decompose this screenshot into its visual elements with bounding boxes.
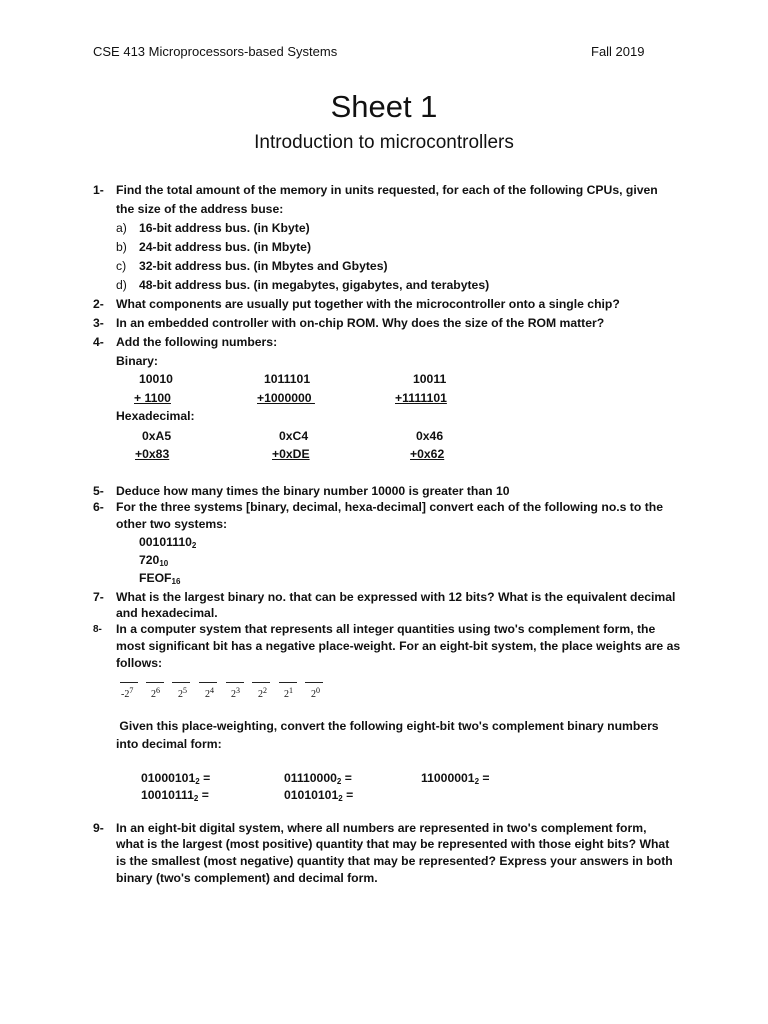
- q7-line-1: What is the largest binary no. that can be expressed with 12 bits? What is the equivalent decimal: [116, 590, 676, 604]
- hex-a-2: 0xC4: [279, 429, 309, 443]
- binary-label: Binary:: [116, 354, 158, 368]
- q6-value-binary: $00101110_2$: [139, 535, 197, 550]
- course-title: CSE 413 Microprocessors-based Systems: [93, 44, 338, 59]
- q3-text: In an embedded controller with on-chip ROM. Why does the size of the ROM matter?: [116, 316, 605, 330]
- q1-item-c: 32-bit address bus. (in Mbytes and Gbytes): [139, 259, 388, 273]
- binary-a-3: 10011: [413, 372, 447, 386]
- q1-item-c-label: c): [116, 259, 127, 273]
- binary-a-2: 1011101: [264, 372, 311, 386]
- q1-item-d-label: d): [116, 278, 127, 292]
- q8-number-3: $11000001_2$ =: [421, 771, 490, 786]
- place-weight-7: $-2^7$: [121, 686, 134, 700]
- q8-line-4: Given this place-weighting, convert the following eight-bit two's complement binary numbers: [116, 719, 659, 733]
- q1-item-b: 24-bit address bus. (in Mbyte): [139, 240, 312, 254]
- hex-a-1: 0xA5: [142, 429, 172, 443]
- weight-blank: [305, 682, 323, 683]
- q8-line-3: follows:: [116, 656, 163, 670]
- q8-number-4: $10010111_2$ =: [141, 788, 209, 803]
- q1-item-a-label: a): [116, 221, 127, 235]
- q8-number-2: $01110000_2$ =: [284, 771, 352, 786]
- q9-line-2: what is the largest (most positive) quantity that may be represented with those eight bits? What: [116, 837, 670, 851]
- hex-b-3: +0x62: [410, 447, 445, 461]
- place-weight-5: $2^5$: [178, 686, 187, 700]
- binary-a-1: 10010: [139, 372, 173, 386]
- q8-number-5: $01010101_2$ =: [284, 788, 354, 803]
- q4-text: Add the following numbers:: [116, 335, 278, 349]
- weight-blank: [120, 682, 138, 683]
- q9-number: 9-: [93, 821, 104, 835]
- q1-item-d: 48-bit address bus. (in megabytes, gigabytes, and terabytes): [139, 278, 490, 292]
- weight-blank: [252, 682, 270, 683]
- q9-line-3: is the smallest (most negative) quantity that may be represented? Express your answers in both: [116, 854, 673, 868]
- weight-blank: [279, 682, 297, 683]
- term-label: Fall 2019: [591, 44, 645, 59]
- q2-text: What components are usually put together with the microcontroller onto a single chip?: [116, 297, 620, 311]
- q8-number-1: $01000101_2$ =: [141, 771, 211, 786]
- sheet-subtitle: Introduction to microcontrollers: [254, 132, 514, 153]
- q1-item-a: 16-bit address bus. (in Kbyte): [139, 221, 310, 235]
- hex-b-2: +0xDE: [272, 447, 310, 461]
- q6-line-2: other two systems:: [116, 517, 228, 531]
- q9-line-1: In an eight-bit digital system, where all numbers are represented in two's complement form,: [116, 821, 647, 835]
- q1-item-b-label: b): [116, 240, 127, 254]
- place-weight-4: $2^4$: [205, 686, 214, 700]
- q1-line-2: the size of the address buse:: [116, 202, 284, 216]
- hex-label: Hexadecimal:: [116, 409, 195, 423]
- q3-number: 3-: [93, 316, 104, 330]
- place-weight-1: $2^1$: [284, 686, 293, 700]
- weight-blank: [172, 682, 190, 683]
- weight-blank: [199, 682, 217, 683]
- q5-number: 5-: [93, 484, 104, 498]
- q6-number: 6-: [93, 500, 104, 514]
- place-weight-6: $2^6$: [151, 686, 160, 700]
- q7-line-2: and hexadecimal.: [116, 606, 218, 620]
- weight-blank: [146, 682, 164, 683]
- q8-line-5: into decimal form:: [116, 737, 222, 751]
- q8-line-2: most significant bit has a negative place-weight. For an eight-bit system, the place weights are as: [116, 639, 681, 653]
- q9-line-4: binary (two's complement) and decimal form.: [116, 871, 378, 885]
- place-weight-0: $2^0$: [311, 686, 320, 700]
- weight-blank: [226, 682, 244, 683]
- hex-b-1: +0x83: [135, 447, 170, 461]
- q6-value-decimal: $720_{10}$: [139, 553, 169, 568]
- q2-number: 2-: [93, 297, 104, 311]
- binary-b-1: + 1100: [134, 391, 171, 405]
- q6-value-hex: $FEOF_{16}$: [139, 571, 181, 586]
- q5-text: Deduce how many times the binary number 10000 is greater than 10: [116, 484, 510, 498]
- place-weight-3: $2^3$: [231, 686, 240, 700]
- sheet-title: Sheet 1: [330, 89, 438, 124]
- q6-line-1: For the three systems [binary, decimal, hexa-decimal] convert each of the following no.s to the: [116, 500, 663, 514]
- q1-number: 1-: [93, 183, 104, 197]
- q1-line-1: Find the total amount of the memory in units requested, for each of the following CPUs, given: [116, 183, 658, 197]
- q8-number: 8-: [93, 624, 102, 635]
- q4-number: 4-: [93, 335, 104, 349]
- q7-number: 7-: [93, 590, 104, 604]
- hex-a-3: 0x46: [416, 429, 444, 443]
- binary-b-2: +1000000: [257, 391, 315, 405]
- q8-line-1: In a computer system that represents all integer quantities using two's complement form, the: [116, 622, 656, 636]
- binary-b-3: +1111101: [395, 391, 447, 405]
- place-weight-2: $2^2$: [258, 686, 267, 700]
